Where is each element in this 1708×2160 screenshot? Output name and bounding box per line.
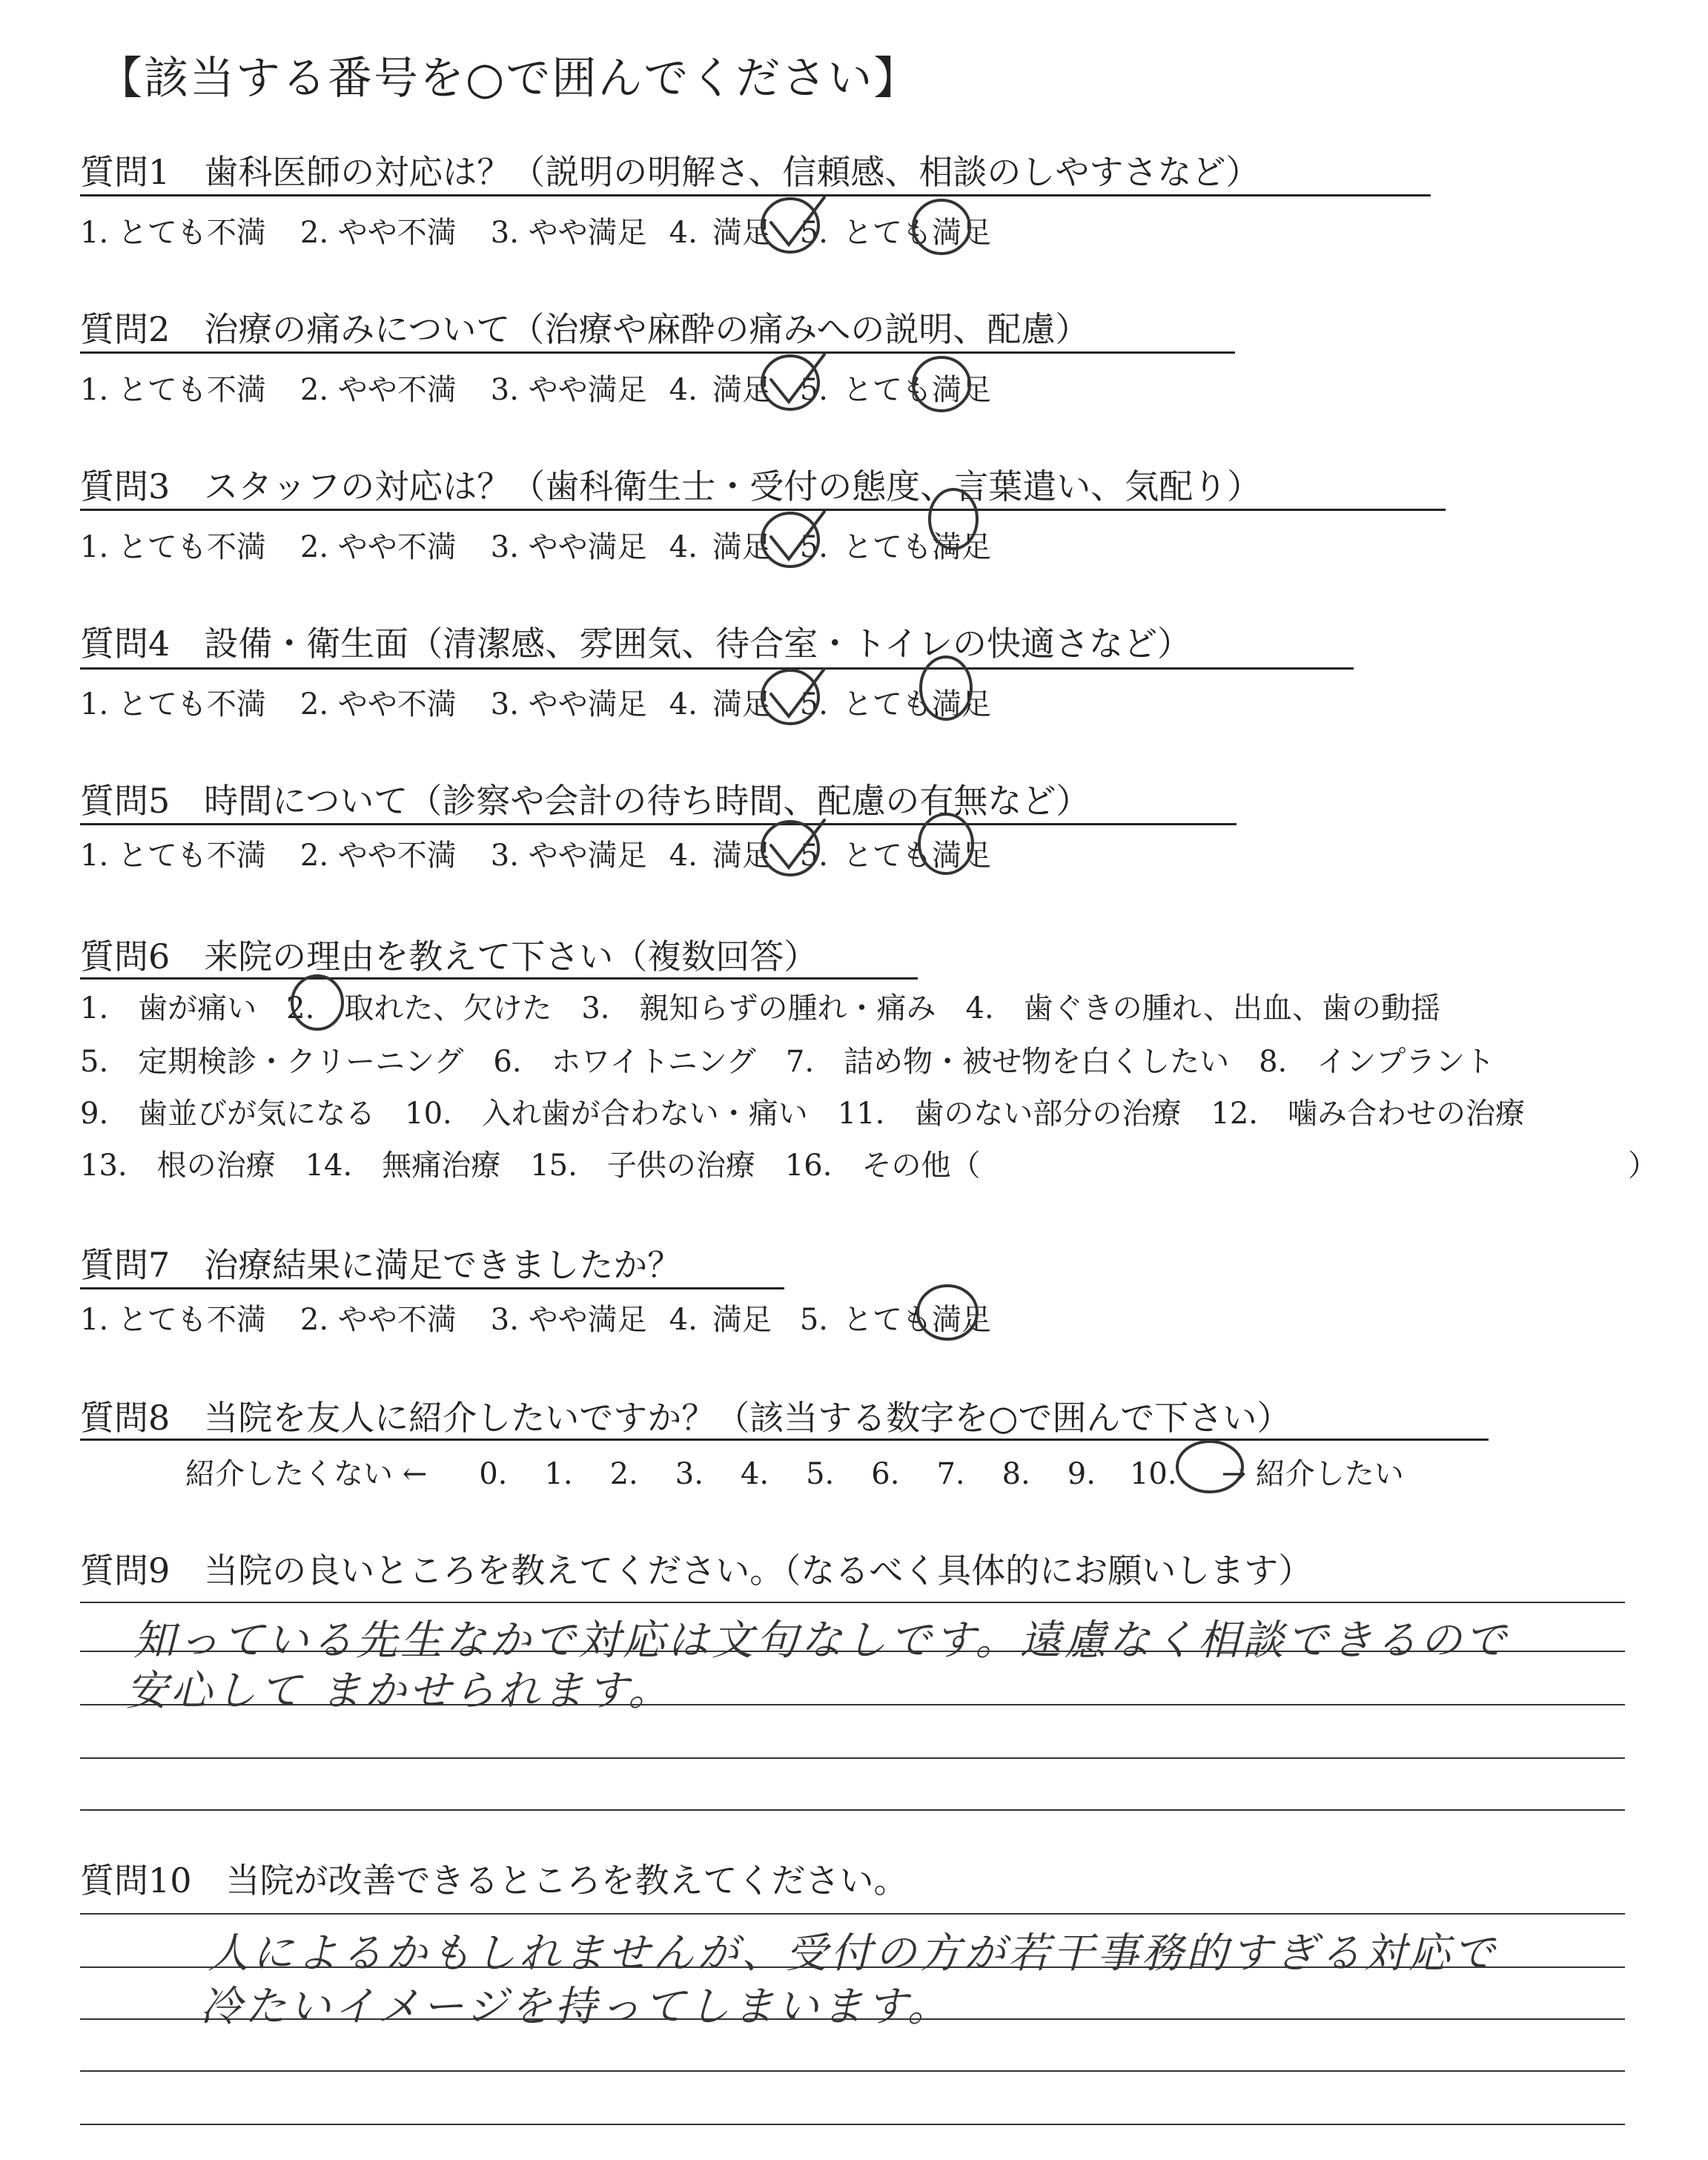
question-9-answer-line-1: 知っている先生なかで対応は文句なしです。遠慮なく相談できるので: [133, 1616, 1509, 1665]
question-6-row-1[interactable]: 1. 歯が痛い 2. 取れた、欠けた 3. 親知らずの腫れ・痛み 4. 歯ぐきの腫れ、出血、歯の動揺: [80, 991, 1441, 1025]
question-5-options[interactable]: 1. とても不満 2. やや不満 3. やや満足 4. 満足 5. とても満足: [80, 839, 992, 873]
question-9-answer-line-2: 安心して まかせられます。: [126, 1667, 673, 1715]
question-10-answer-line-1: 人によるかもしれませんが、受付の方が若干事務的すぎる対応で: [208, 1929, 1497, 1978]
question-6-other-close: ）: [1628, 1149, 1658, 1183]
question-6-row-4[interactable]: 13. 根の治療 14. 無痛治療 15. 子供の治療 16. その他（: [80, 1149, 981, 1183]
question-10-answer-line-2: 冷たいイメージを持ってしまいます。: [200, 1983, 952, 2031]
question-2-heading: 質問2 治療の痛みについて（治療や麻酔の痛みへの説明、配慮）: [80, 309, 1090, 349]
question-7-options[interactable]: 1. とても不満 2. やや不満 3. やや満足 4. 満足 5. とても満足: [80, 1303, 992, 1337]
page-title: 【該当する番号を○で囲んでください】: [98, 53, 920, 105]
question-8-scale[interactable]: 紹介したくない ← 0. 1. 2. 3. 4. 5. 6. 7. 8. 9. 10. → 紹介したい: [185, 1457, 1404, 1491]
question-3-options[interactable]: 1. とても不満 2. やや不満 3. やや満足 4. 満足 5. とても満足: [80, 530, 992, 564]
question-4-heading: 質問4 設備・衛生面（清潔感、雰囲気、待合室・トイレの快適さなど）: [80, 624, 1191, 664]
question-6-row-3[interactable]: 9. 歯並びが気になる 10. 入れ歯が合わない・痛い 11. 歯のない部分の治療 12. 噛み合わせの治療: [80, 1097, 1526, 1131]
question-3-heading: 質問3 スタッフの対応は？（歯科衛生士・受付の態度、言葉遣い、気配り）: [80, 466, 1262, 506]
question-6-heading: 質問6 来院の理由を教えて下さい（複数回答）: [80, 937, 818, 977]
question-6-row-2[interactable]: 5. 定期検診・クリーニング 6. ホワイトニング 7. 詰め物・被せ物を白くしたい 8. インプラント: [80, 1045, 1495, 1079]
question-1-options[interactable]: 1. とても不満 2. やや不満 3. やや満足 4. 満足 5. とても満足: [80, 216, 992, 250]
question-8-heading: 質問8 当院を友人に紹介したいですか？（該当する数字を○で囲んで下さい）: [80, 1398, 1291, 1438]
question-7-heading: 質問7 治療結果に満足できましたか？: [80, 1245, 682, 1285]
question-4-options[interactable]: 1. とても不満 2. やや不満 3. やや満足 4. 満足 5. とても満足: [80, 687, 992, 721]
question-1-heading: 質問1 歯科医師の対応は？（説明の明解さ、信頼感、相談のしやすさなど）: [80, 152, 1260, 192]
question-9-heading: 質問9 当院の良いところを教えてください。（なるべく具体的にお願いします）: [80, 1550, 1313, 1591]
question-5-heading: 質問5 時間について（診察や会計の待ち時間、配慮の有無など）: [80, 781, 1090, 821]
question-2-options[interactable]: 1. とても不満 2. やや不満 3. やや満足 4. 満足 5. とても満足: [80, 373, 992, 407]
question-10-heading: 質問10 当院が改善できるところを教えてください。: [80, 1860, 908, 1900]
